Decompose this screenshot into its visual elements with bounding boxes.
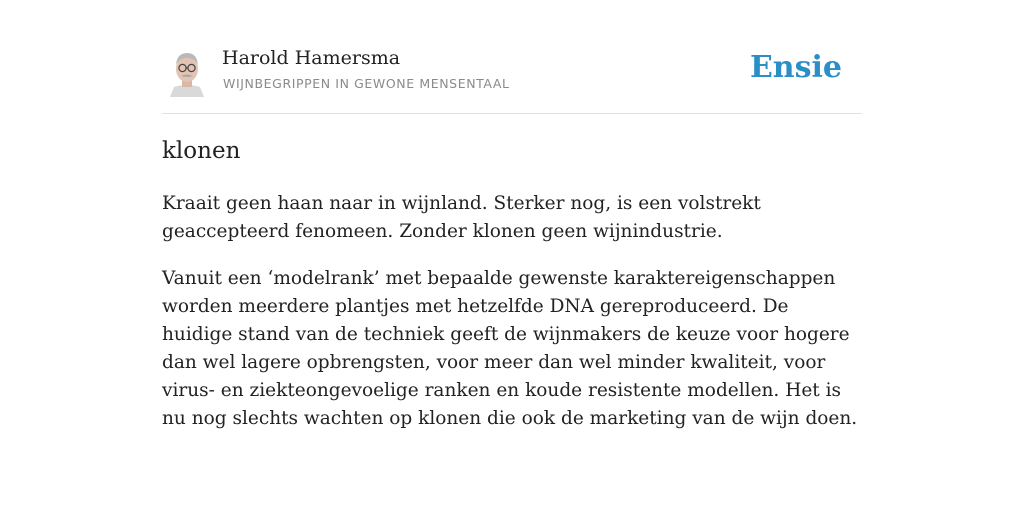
avatar-portrait-icon bbox=[166, 47, 208, 97]
definition-paragraph: Kraait geen haan naar in wijnland. Sterker nog, is een volstrekt geaccepteerd fenomeen. Zonder klonen geen wijnindustrie. bbox=[162, 193, 761, 242]
author-name[interactable]: Harold Hamersma bbox=[222, 47, 401, 69]
entry-definition bbox=[162, 190, 862, 452]
ensie-logo[interactable]: Ensie bbox=[749, 50, 842, 85]
entry-term: klonen bbox=[162, 138, 241, 164]
author-avatar[interactable] bbox=[166, 47, 208, 97]
definition-paragraph: Vanuit een ‘modelrank’ met bepaalde gewenste karaktereigenschappen worden meerdere plantjes met hetzelfde DNA gereproduceerd. De huidige stand van de techniek geeft de wijnmakers de keuze voor hogere dan wel lagere opbrengsten, voor meer dan wel minder kwaliteit, voor virus- en ziekteongevoelige ranken en koude resistente modellen. Het is nu nog slechts wachten op klonen die ook de marketing van de wijn doen. bbox=[162, 268, 858, 429]
author-header bbox=[162, 44, 862, 114]
author-subtitle: WIJNBEGRIPPEN IN GEWONE MENSENTAAL bbox=[223, 76, 510, 91]
